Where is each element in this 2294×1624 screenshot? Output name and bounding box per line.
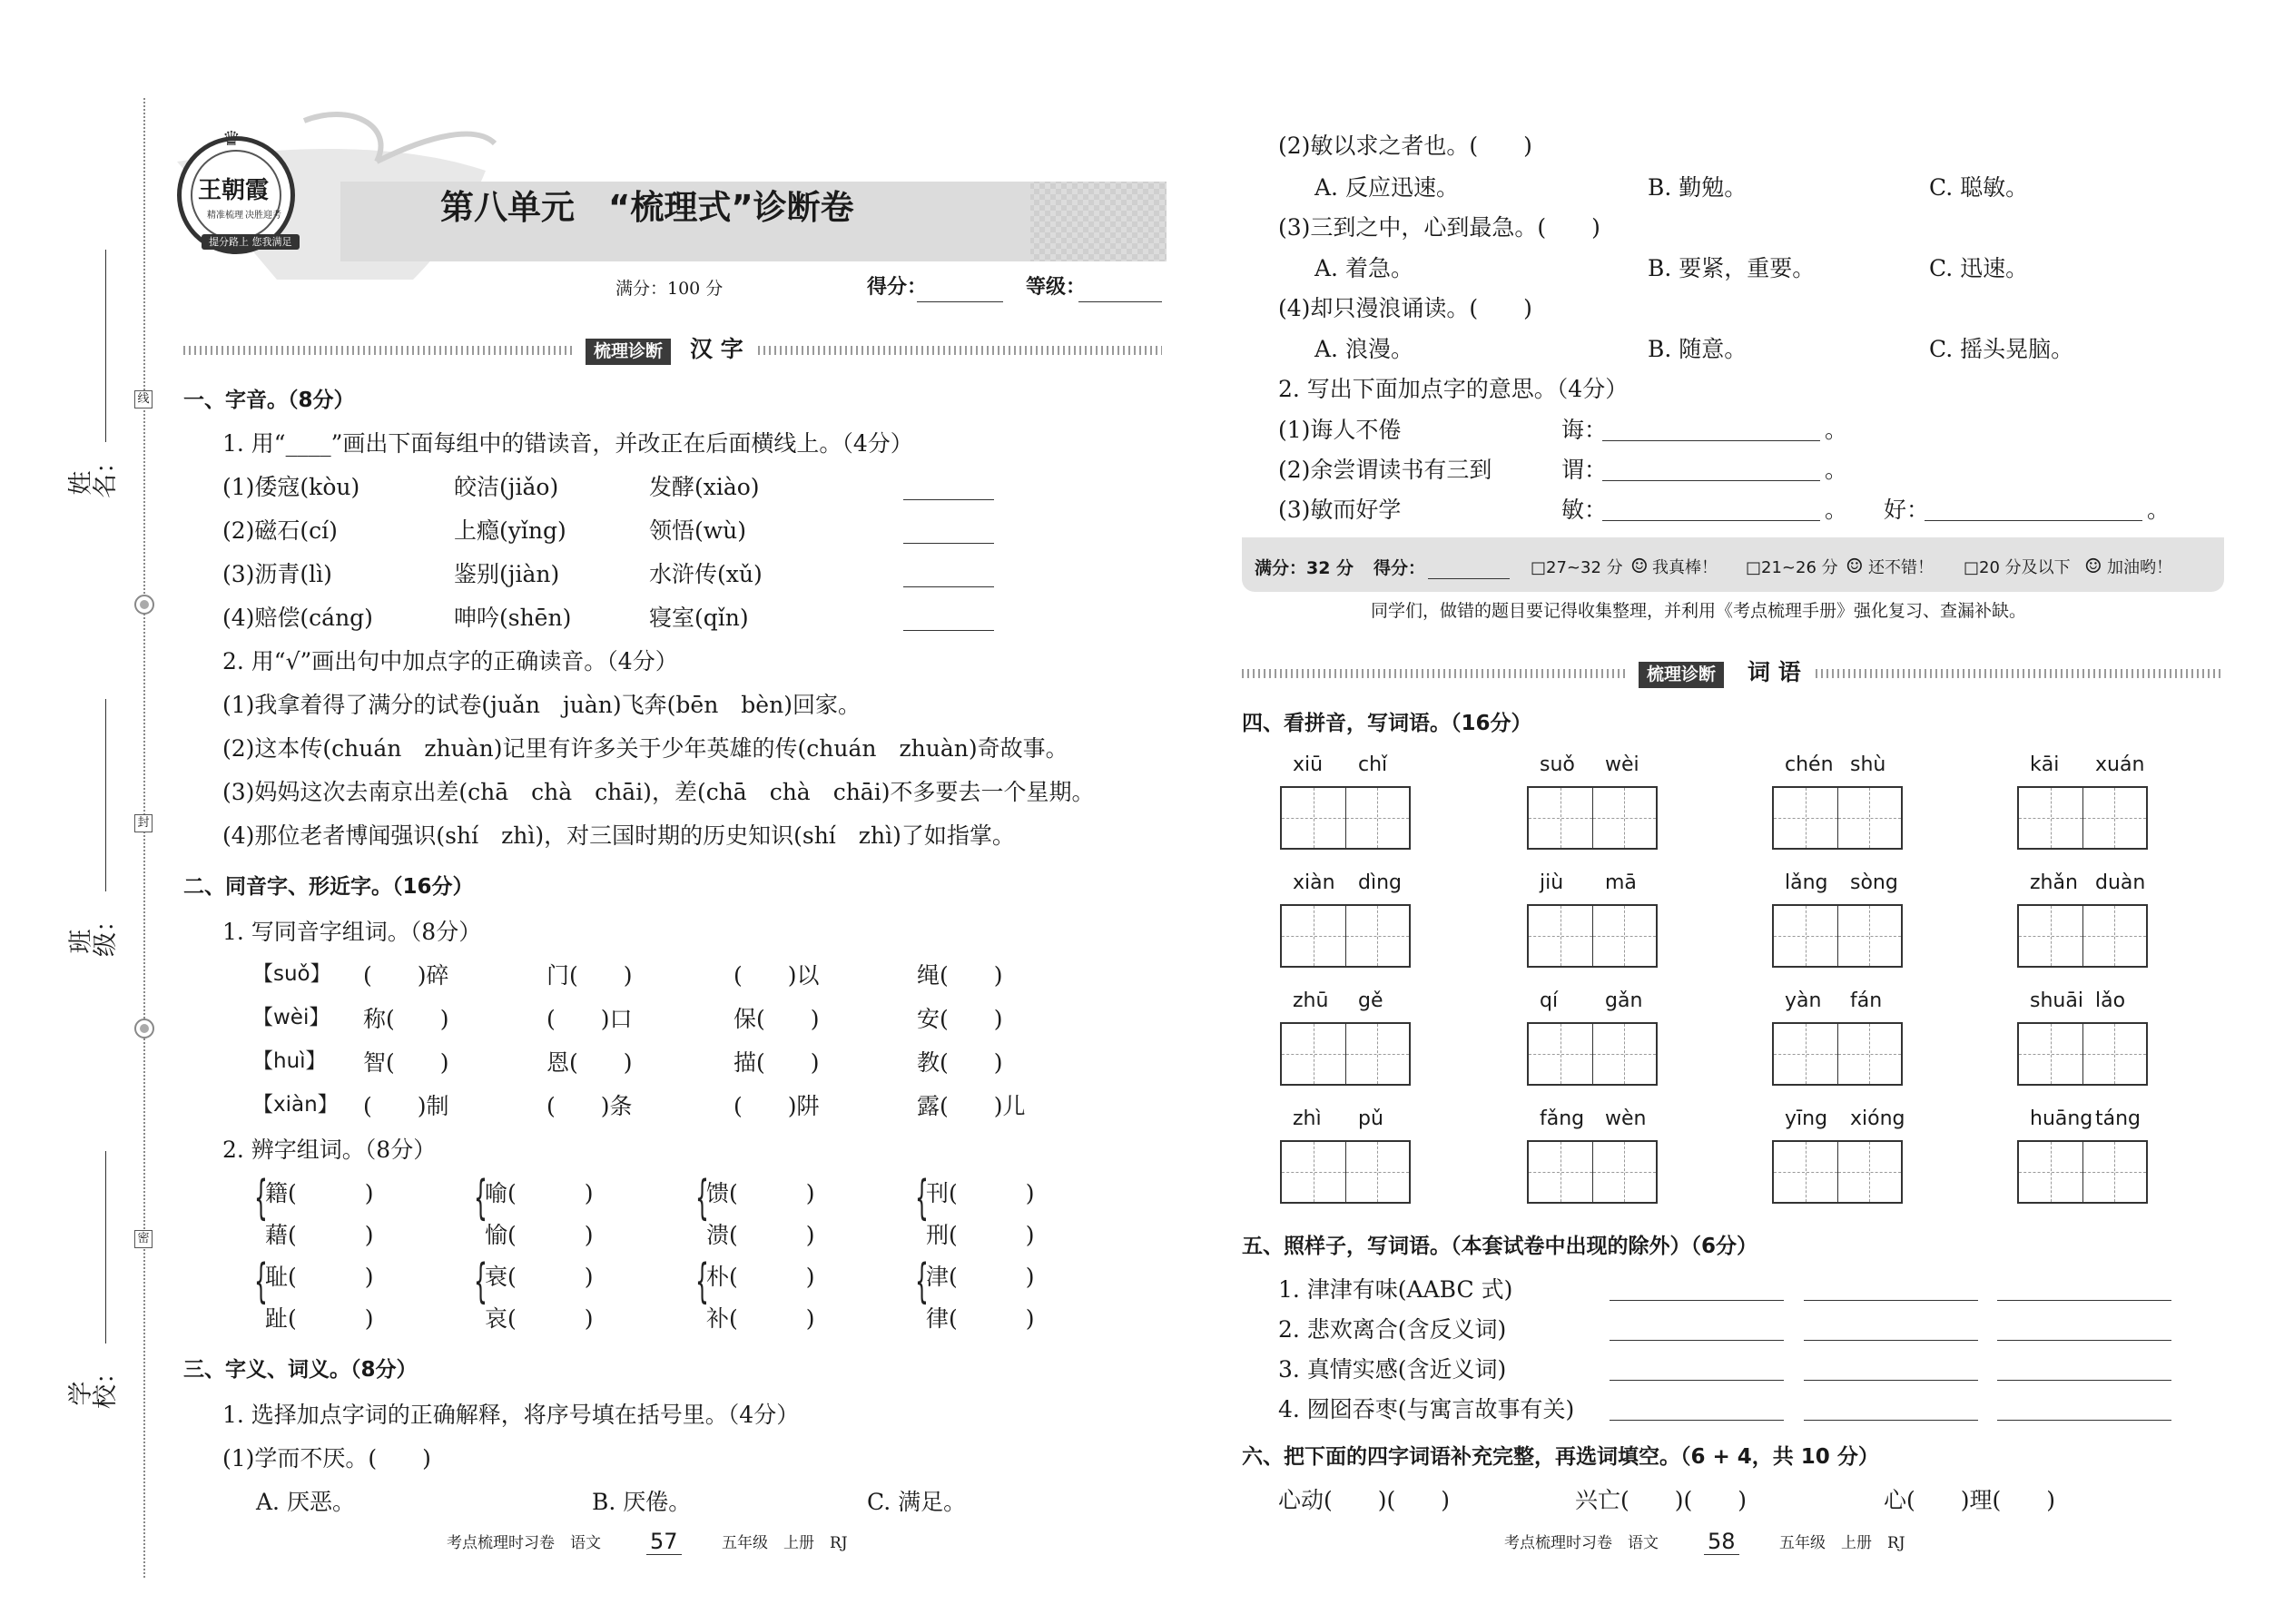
sentence: (1)我拿着得了满分的试卷(juǎn juàn)飞奔(bēn bèn)回家。 [222, 692, 861, 718]
question-heading: 四、看拼音，写词语。（16分） [1242, 712, 1532, 735]
divider [758, 346, 1162, 355]
binding-hole-top [134, 595, 154, 615]
pinyin-syllable: zhì [1293, 1107, 1322, 1130]
question-heading: 六、把下面的四字词语补充完整，再选词填空。（6 + 4，共 10 分） [1242, 1445, 1879, 1469]
writing-grid[interactable] [1280, 786, 1411, 850]
pinyin-syllable: shù [1850, 753, 1886, 776]
review-note: 同学们，做错的题目要记得收集整理，并利用《考点梳理手册》强化复习、查漏补缺。 [1371, 601, 2027, 621]
answer-blank[interactable] [903, 499, 994, 500]
logo-text: 王朝霞 [198, 177, 270, 204]
cheer-face-icon: ☺ [2084, 556, 2102, 578]
choice-option[interactable]: C. 满足。 [867, 1489, 967, 1515]
pinyin-syllable: jiù [1540, 871, 1564, 894]
choice-option[interactable]: C. 迅速。 [1929, 255, 2029, 281]
school-field[interactable] [105, 1151, 106, 1343]
answer-blank[interactable] [1804, 1300, 1978, 1301]
score-field[interactable] [1428, 578, 1510, 579]
meaning-blank[interactable] [1602, 440, 1820, 441]
answer-blank[interactable] [1997, 1420, 2171, 1421]
binding-hole-bottom [134, 1019, 154, 1038]
answer-blank[interactable] [1610, 1340, 1784, 1341]
level-label: 等级： [1026, 276, 1087, 299]
meaning-label: 好： [1884, 497, 1930, 523]
section-tag: 梳理诊断 [586, 339, 671, 365]
instruction: 2. 用“√”画出句中加点字的正确读音。（4分） [222, 648, 678, 674]
meaning-label: 谓： [1561, 457, 1608, 483]
class-field[interactable] [105, 699, 106, 891]
pinyin-syllable: fán [1850, 989, 1883, 1012]
writing-grid[interactable] [1280, 1022, 1411, 1086]
instruction: 1. 选择加点字词的正确解释，将序号填在括号里。（4分） [222, 1402, 800, 1428]
name-field[interactable] [105, 250, 106, 442]
choice-option[interactable]: A. 着急。 [1314, 255, 1413, 281]
answer-blank[interactable] [903, 586, 994, 587]
meaning-blank[interactable] [1602, 480, 1820, 481]
idiom-blank[interactable]: 心动( )( ) [1278, 1487, 1451, 1513]
neutral-face-icon: ☺ [1846, 556, 1864, 578]
answer-blank[interactable] [1804, 1420, 1978, 1421]
answer-blank[interactable] [1610, 1300, 1784, 1301]
sentence: (2)这本传(chuán zhuàn)记里有许多关于少年英雄的传(chuán zhuàn)奇故事。 [222, 735, 1068, 762]
pinyin-syllable: huāng [2030, 1107, 2093, 1130]
pinyin-syllable: lǎng [1785, 871, 1828, 894]
meaning-label: 诲： [1561, 417, 1608, 443]
pinyin-syllable: duàn [2095, 871, 2146, 894]
answer-blank[interactable] [1997, 1340, 2171, 1341]
answer-blank[interactable] [1804, 1380, 1978, 1381]
writing-grid[interactable] [1527, 1140, 1658, 1204]
meaning-item: (2)余尝谓读书有三到 [1278, 457, 1492, 483]
writing-grid[interactable] [2017, 1140, 2148, 1204]
answer-blank[interactable] [1997, 1300, 2171, 1301]
level-field[interactable] [1078, 301, 1162, 302]
choice-option[interactable]: A. 浪漫。 [1314, 336, 1413, 362]
choice-question: (4)却只漫浪诵读。( ) [1278, 295, 1532, 321]
section-title: 汉 字 [690, 336, 743, 362]
score-label: 得分： [867, 276, 928, 299]
instruction: 2. 辨字组词。（8分） [222, 1137, 437, 1163]
pinyin-syllable: yàn [1785, 989, 1822, 1012]
pinyin-syllable: xuán [2095, 753, 2145, 776]
footer-grade: 五年级 上册 RJ [1779, 1534, 1905, 1552]
divider [1816, 669, 2224, 678]
sentence: (3)妈妈这次去南京出差(chā chà chāi)，差(chā chà chāi)不多要去一个星期。 [222, 779, 1095, 805]
idiom-blank[interactable]: 兴亡( )( ) [1575, 1487, 1748, 1513]
writing-grid[interactable] [1527, 904, 1658, 968]
pinyin-syllable: sòng [1850, 871, 1898, 894]
section-title: 词 语 [1748, 659, 1801, 685]
writing-grid[interactable] [1772, 904, 1903, 968]
writing-grid[interactable] [2017, 904, 2148, 968]
divider [183, 346, 574, 355]
writing-grid[interactable] [2017, 1022, 2148, 1086]
pinyin-syllable: wèi [1605, 753, 1639, 776]
choice-option[interactable]: B. 随意。 [1648, 336, 1748, 362]
meaning-blank[interactable] [1602, 520, 1820, 521]
choice-question: (3)三到之中，心到最急。( ) [1278, 214, 1600, 241]
question-heading: 二、同音字、形近字。（16分） [183, 875, 474, 899]
pinyin-syllable: yīng [1785, 1107, 1828, 1130]
pinyin-syllable: kāi [2030, 753, 2060, 776]
sentence: (4)那位老者博闻强识(shí zhì)，对三国时期的历史知识(shí zhì)了如指掌。 [222, 822, 1015, 849]
instruction: 2. 写出下面加点字的意思。（4分） [1278, 376, 1629, 402]
question-heading: 三、字义、词义。（8分） [183, 1358, 418, 1382]
pinyin-syllable: fǎng [1540, 1107, 1585, 1130]
page-title: 第八单元 “梳理式”诊断卷 [440, 188, 854, 227]
score-field[interactable] [917, 301, 1003, 302]
pinyin-syllable: gě [1358, 989, 1383, 1012]
answer-blank[interactable] [1610, 1380, 1784, 1381]
choice-option[interactable]: A. 厌恶。 [256, 1489, 355, 1515]
writing-grid[interactable] [1280, 1140, 1411, 1204]
choice-question: (2)敏以求之者也。( ) [1278, 133, 1532, 159]
footer-book: 考点梳理时习卷 语文 [1504, 1534, 1659, 1552]
pinyin-syllable: xióng [1850, 1107, 1905, 1130]
question-heading: 一、字音。（8分） [183, 389, 355, 412]
answer-blank[interactable] [1997, 1380, 2171, 1381]
writing-grid[interactable] [1772, 1140, 1903, 1204]
choice-option[interactable]: C. 聪敏。 [1929, 174, 2029, 201]
answer-blank[interactable] [903, 630, 994, 631]
meaning-item: (3)敏而好学 [1278, 497, 1402, 523]
instruction: 1. 写同音字组词。（8分） [222, 919, 482, 945]
pinyin-syllable: dìng [1358, 871, 1402, 894]
answer-blank[interactable] [1610, 1420, 1784, 1421]
meaning-label: 敏： [1561, 497, 1608, 523]
page-number: 58 [1704, 1530, 1739, 1555]
class-label: 班级： [67, 908, 120, 957]
pinyin-syllable: táng [2095, 1107, 2141, 1130]
school-label: 学校： [67, 1360, 120, 1409]
seal-mark-xian: 线 [134, 390, 153, 408]
writing-grid[interactable] [1527, 786, 1658, 850]
pinyin-syllable: zhū [1293, 989, 1329, 1012]
writing-grid[interactable] [2017, 786, 2148, 850]
brand-logo: 王朝霞 精准梳理 决胜迎考 ♛ [177, 136, 295, 254]
idiom-blank[interactable]: 心( )理( ) [1884, 1487, 2056, 1513]
choice-option[interactable]: B. 厌倦。 [592, 1489, 692, 1515]
full-score: 满分：100 分 [615, 279, 724, 299]
page-number: 57 [646, 1530, 682, 1555]
answer-blank[interactable] [1804, 1340, 1978, 1341]
pinyin-syllable: wèn [1605, 1107, 1647, 1130]
pinyin-syllable: xiàn [1293, 871, 1335, 894]
pinyin-syllable: mā [1605, 871, 1637, 894]
writing-grid[interactable] [1772, 786, 1903, 850]
meaning-item: (1)诲人不倦 [1278, 417, 1402, 443]
score-bar: 满分：32 分 得分： □27~32 分 ☺ 我真棒！ □21~26 分 ☺ 还不错！ □20 分及以下 ☺ 加油哟！ [1242, 537, 2224, 592]
pinyin-syllable: chǐ [1358, 753, 1388, 776]
seal-mark-feng: 封 [134, 814, 153, 832]
footer-grade: 五年级 上册 RJ [722, 1534, 848, 1552]
name-label: 姓名： [67, 449, 120, 498]
writing-grid[interactable] [1772, 1022, 1903, 1086]
choice-option[interactable]: C. 摇头晃脑。 [1929, 336, 2074, 362]
footer-book: 考点梳理时习卷 语文 [447, 1534, 601, 1552]
section-tag: 梳理诊断 [1639, 662, 1724, 688]
pinyin-syllable: pǔ [1358, 1107, 1383, 1130]
pinyin-syllable: suǒ [1540, 753, 1575, 776]
instruction: 1. 用“____”画出下面每组中的错读音，并改正在后面横线上。（4分） [222, 430, 913, 457]
pinyin-syllable: shuāi [2030, 989, 2083, 1012]
pinyin-syllable: chén [1785, 753, 1834, 776]
brand-motto: 提分路上 您我满足 [202, 234, 300, 250]
pinyin-syllable: gǎn [1605, 989, 1643, 1012]
choice-option[interactable]: B. 要紧，重要。 [1648, 255, 1816, 281]
pinyin-syllable: lǎo [2095, 989, 2126, 1012]
choice-option[interactable]: A. 反应迅速。 [1314, 174, 1459, 201]
question-heading: 五、照样子，写词语。（本套试卷中出现的除外）（6分） [1242, 1235, 1758, 1258]
choice-question: (1)学而不厌。( ) [222, 1445, 431, 1471]
writing-grid[interactable] [1527, 1022, 1658, 1086]
answer-blank[interactable] [903, 543, 994, 544]
pinyin-syllable: xiū [1293, 753, 1324, 776]
choice-option[interactable]: B. 勤勉。 [1648, 174, 1748, 201]
writing-grid[interactable] [1280, 904, 1411, 968]
seal-mark-mi: 密 [134, 1230, 153, 1248]
meaning-blank[interactable] [1925, 520, 2142, 521]
smile-icon: ☺ [1630, 556, 1649, 578]
divider [1242, 669, 1628, 678]
pinyin-syllable: qí [1540, 989, 1559, 1012]
pinyin-syllable: zhǎn [2030, 871, 2078, 894]
